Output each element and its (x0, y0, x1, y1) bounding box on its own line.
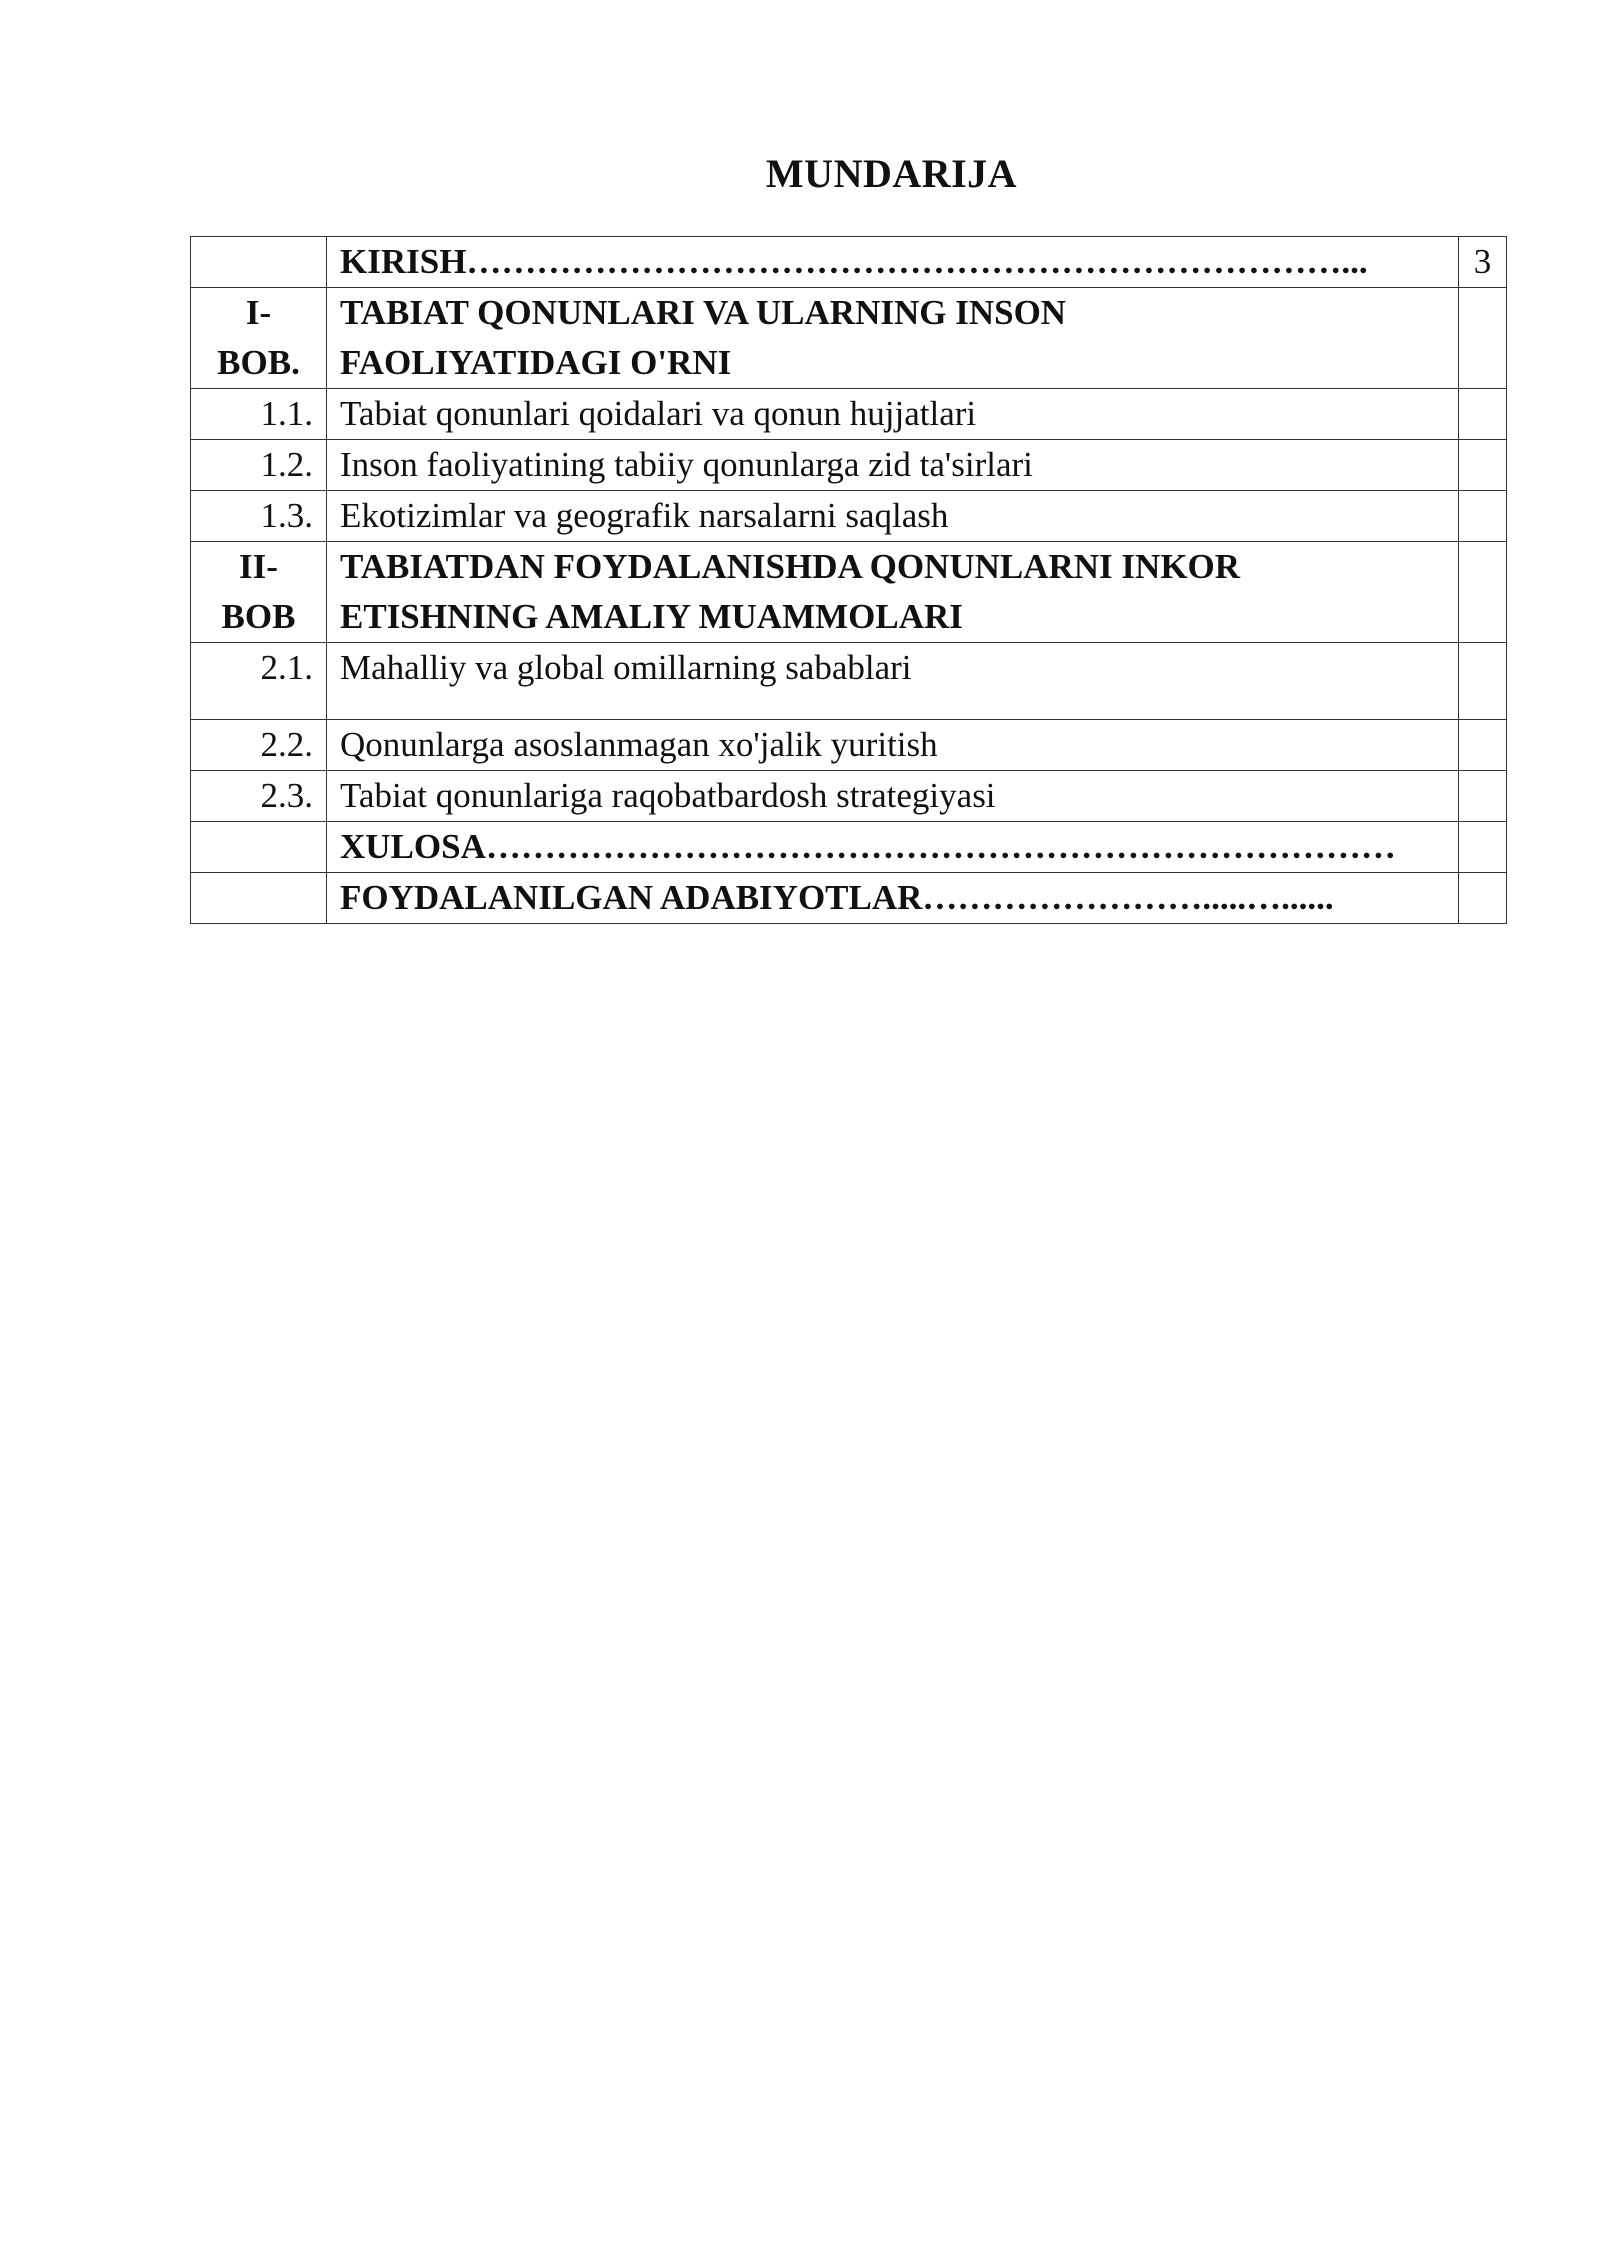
toc-number (191, 873, 327, 924)
toc-row-chapter-1 (191, 288, 1507, 389)
toc-page-number (1459, 720, 1507, 771)
toc-chapter-title (327, 542, 1459, 643)
toc-row-section (191, 720, 1507, 771)
toc-row-references (191, 873, 1507, 924)
toc-number: 2.1. (191, 643, 327, 720)
chapter-title-line: TABIAT QONUNLARI VA ULARNING INSON (340, 293, 1067, 332)
toc-chapter-number (191, 542, 327, 643)
toc-chapter-title (327, 288, 1459, 389)
toc-title: KIRISH…………………………………………………………………... (327, 237, 1459, 288)
toc-page-number (1459, 542, 1507, 643)
chapter-number-line: BOB (221, 597, 296, 636)
toc-page-number (1459, 389, 1507, 440)
toc-number: 2.3. (191, 771, 327, 822)
toc-number: 1.1. (191, 389, 327, 440)
toc-title: Tabiat qonunlari qoidalari va qonun hujjatlari (327, 389, 1459, 440)
toc-page-number (1459, 873, 1507, 924)
chapter-title-line: ETISHNING AMALIY MUAMMOLARI (340, 597, 963, 636)
toc-chapter-number (191, 288, 327, 389)
chapter-title-line: FAOLIYATIDAGI O'RNI (340, 343, 732, 382)
toc-page-number: 3 (1459, 237, 1507, 288)
toc-row-section (191, 643, 1507, 720)
chapter-number-line: BOB. (217, 343, 300, 382)
toc-page-number (1459, 771, 1507, 822)
toc-title: Mahalliy va global omillarning sabablari (327, 643, 1459, 720)
toc-title: FOYDALANILGAN ADABIYOTLAR…………………….....…...... (327, 873, 1459, 924)
toc-row-conclusion (191, 822, 1507, 873)
toc-row-section (191, 389, 1507, 440)
toc-number: 2.2. (191, 720, 327, 771)
toc-row-section (191, 491, 1507, 542)
chapter-number-line: I- (245, 293, 272, 332)
table-of-contents (190, 236, 1507, 924)
toc-number (191, 237, 327, 288)
toc-number (191, 822, 327, 873)
page-title: MUNDARIJA (765, 151, 1018, 196)
toc-row-section (191, 440, 1507, 491)
toc-number: 1.2. (191, 440, 327, 491)
toc-row-chapter-2 (191, 542, 1507, 643)
toc-page-number (1459, 491, 1507, 542)
chapter-number-line: II- (239, 547, 278, 586)
toc-page-number (1459, 643, 1507, 720)
toc-row-introduction (191, 237, 1507, 288)
chapter-title-line: TABIATDAN FOYDALANISHDA QONUNLARNI INKOR (340, 547, 1241, 586)
toc-title: XULOSA…………………………………………………………………… (327, 822, 1459, 873)
toc-title: Ekotizimlar va geografik narsalarni saqlash (327, 491, 1459, 542)
toc-number: 1.3. (191, 491, 327, 542)
toc-page-number (1459, 288, 1507, 389)
toc-title: Tabiat qonunlariga raqobatbardosh strategiyasi (327, 771, 1459, 822)
toc-page-number (1459, 822, 1507, 873)
toc-title: Inson faoliyatining tabiiy qonunlarga zid ta'sirlari (327, 440, 1459, 491)
toc-title: Qonunlarga asoslanmagan xo'jalik yuritish (327, 720, 1459, 771)
toc-row-section (191, 771, 1507, 822)
toc-page-number (1459, 440, 1507, 491)
